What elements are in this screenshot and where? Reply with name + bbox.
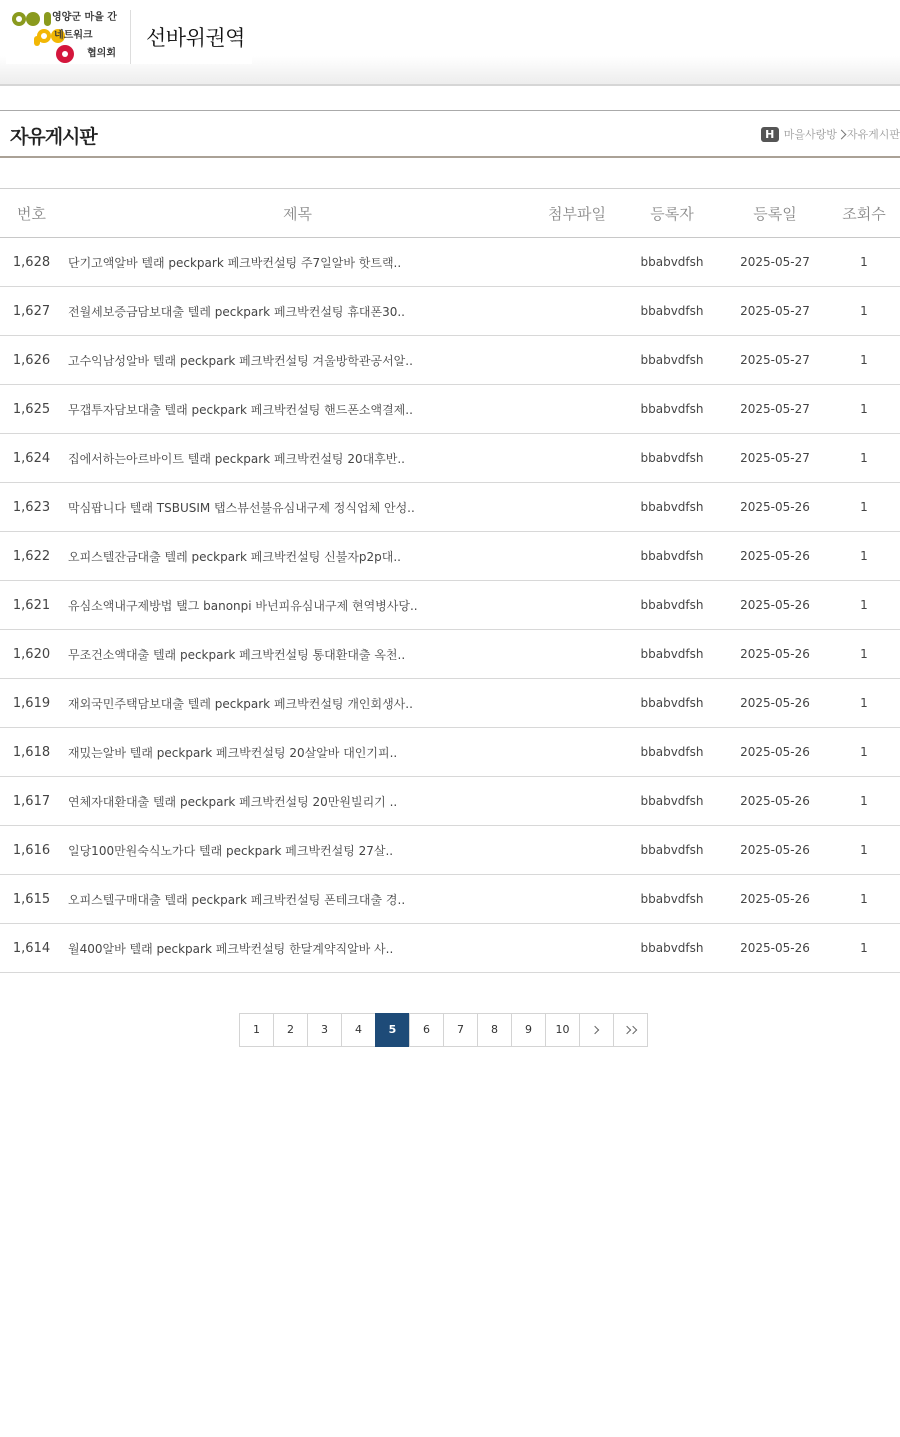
column-header-date: 등록일: [722, 189, 828, 238]
post-views-cell: 1: [828, 679, 900, 728]
post-number-cell: 1,618: [0, 728, 63, 777]
post-subject-link[interactable]: 유심소액내구제방법 탤그 banonpi 바넌피유심내구제 현역병사당..: [68, 598, 418, 613]
post-date-cell: 2025-05-26: [722, 875, 828, 924]
site-header: [0, 0, 900, 86]
post-views-cell: 1: [828, 385, 900, 434]
post-author-cell: bbabvdfsh: [622, 924, 722, 973]
post-author-cell: bbabvdfsh: [622, 679, 722, 728]
post-subject-cell: [63, 532, 532, 581]
post-number-cell: 1,628: [0, 238, 63, 287]
post-attachment-cell: [532, 336, 622, 385]
post-date-cell: 2025-05-27: [722, 287, 828, 336]
post-subject-link[interactable]: 연체자대환대출 텔래 peckpark 페크박컨설팅 20만원빌리기 ..: [68, 794, 398, 809]
post-subject-cell: [63, 287, 532, 336]
post-subject-link[interactable]: 재외국민주택담보대출 텔레 peckpark 페크박컨설팅 개인회생사..: [68, 696, 413, 711]
table-row: [0, 679, 900, 728]
post-author-cell: bbabvdfsh: [622, 728, 722, 777]
table-row: [0, 336, 900, 385]
post-author-cell: bbabvdfsh: [622, 336, 722, 385]
post-number-cell: 1,624: [0, 434, 63, 483]
post-date-cell: 2025-05-27: [722, 434, 828, 483]
breadcrumb-item-current: 자유게시판: [846, 128, 900, 141]
post-number-cell: 1,614: [0, 924, 63, 973]
post-author-cell: bbabvdfsh: [622, 434, 722, 483]
post-subject-link[interactable]: 무조건소액대출 텔래 peckpark 페크박컨설팅 통대환대출 옥천..: [68, 647, 406, 662]
last-page-button[interactable]: [613, 1013, 648, 1047]
post-views-cell: 1: [828, 924, 900, 973]
post-author-cell: bbabvdfsh: [622, 875, 722, 924]
page-title: 자유게시판: [10, 126, 97, 148]
post-subject-link[interactable]: 무갭투자담보대출 텔래 peckpark 페크박컨설팅 핸드폰소액결제..: [68, 402, 413, 417]
post-subject-link[interactable]: 월400알바 텔래 peckpark 페크박컨설팅 한달계약직알바 사..: [68, 941, 394, 956]
table-row: [0, 777, 900, 826]
post-attachment-cell: [532, 483, 622, 532]
page-title-bar: [0, 110, 900, 158]
post-views-cell: 1: [828, 777, 900, 826]
post-subject-cell: [63, 679, 532, 728]
post-subject-cell: [63, 434, 532, 483]
post-author-cell: bbabvdfsh: [622, 581, 722, 630]
page-link[interactable]: 2: [273, 1013, 308, 1047]
post-subject-cell: [63, 630, 532, 679]
post-subject-cell: [63, 924, 532, 973]
post-number-cell: 1,619: [0, 679, 63, 728]
post-attachment-cell: [532, 826, 622, 875]
post-attachment-cell: [532, 385, 622, 434]
post-views-cell: 1: [828, 336, 900, 385]
post-number-cell: 1,623: [0, 483, 63, 532]
table-row: [0, 385, 900, 434]
post-attachment-cell: [532, 728, 622, 777]
post-number-cell: 1,622: [0, 532, 63, 581]
post-attachment-cell: [532, 924, 622, 973]
page-link[interactable]: 3: [307, 1013, 342, 1047]
post-subject-link[interactable]: 집에서하는아르바이트 텔래 peckpark 페크박컨설팅 20대후반..: [68, 451, 405, 466]
post-attachment-cell: [532, 434, 622, 483]
board-body: [0, 238, 900, 973]
logo-link[interactable]: [6, 8, 252, 64]
post-date-cell: 2025-05-26: [722, 924, 828, 973]
post-views-cell: 1: [828, 581, 900, 630]
pagination: [239, 1013, 648, 1047]
table-row: [0, 630, 900, 679]
table-row: [0, 434, 900, 483]
post-subject-link[interactable]: 고수익남성알바 텔래 peckpark 페크박컨설팅 겨울방학관공서알..: [68, 353, 413, 368]
page-link[interactable]: 6: [409, 1013, 444, 1047]
post-number-cell: 1,626: [0, 336, 63, 385]
post-author-cell: bbabvdfsh: [622, 777, 722, 826]
post-number-cell: 1,616: [0, 826, 63, 875]
post-subject-cell: [63, 385, 532, 434]
table-row: [0, 287, 900, 336]
post-attachment-cell: [532, 532, 622, 581]
next-page-button[interactable]: [579, 1013, 614, 1047]
table-header-row: [0, 189, 900, 238]
post-views-cell: 1: [828, 483, 900, 532]
post-subject-cell: [63, 581, 532, 630]
breadcrumb: [761, 125, 900, 143]
table-row: [0, 826, 900, 875]
post-subject-link[interactable]: 전월세보증금담보대출 텔레 peckpark 페크박컨설팅 휴대폰30..: [68, 304, 405, 319]
post-subject-cell: [63, 238, 532, 287]
board-table: [0, 188, 900, 973]
column-header-subject: 제목: [63, 189, 532, 238]
post-subject-link[interactable]: 오피스텔구매대출 텔래 peckpark 페크박컨설팅 폰테크대출 경..: [68, 892, 406, 907]
logo-divider: [130, 10, 131, 64]
post-attachment-cell: [532, 875, 622, 924]
page-link[interactable]: 4: [341, 1013, 376, 1047]
post-date-cell: 2025-05-26: [722, 777, 828, 826]
post-views-cell: 1: [828, 826, 900, 875]
post-subject-cell: [63, 875, 532, 924]
page-link[interactable]: 10: [545, 1013, 580, 1047]
post-subject-cell: [63, 777, 532, 826]
post-number-cell: 1,625: [0, 385, 63, 434]
post-subject-link[interactable]: 단기고액알바 텔래 peckpark 페크박컨설팅 주7일알바 핫트랙..: [68, 255, 402, 270]
post-subject-link[interactable]: 막심팝니다 텔래 TSBUSIM 탭스뷰선불유심내구제 정식업체 안성..: [68, 500, 415, 515]
post-date-cell: 2025-05-27: [722, 336, 828, 385]
post-date-cell: 2025-05-26: [722, 728, 828, 777]
table-row: [0, 238, 900, 287]
page-link-current[interactable]: 5: [375, 1013, 410, 1047]
table-row: [0, 728, 900, 777]
post-views-cell: 1: [828, 238, 900, 287]
column-header-views: 조회수: [828, 189, 900, 238]
logo-line-3: 협의회: [87, 48, 116, 59]
post-subject-cell: [63, 826, 532, 875]
post-attachment-cell: [532, 679, 622, 728]
post-date-cell: 2025-05-27: [722, 385, 828, 434]
post-views-cell: 1: [828, 434, 900, 483]
post-subject-link[interactable]: 재밌는알바 텔래 peckpark 페크박컨설팅 20살알바 대인기피..: [68, 745, 398, 760]
home-icon[interactable]: H: [761, 127, 779, 142]
post-number-cell: 1,627: [0, 287, 63, 336]
post-subject-cell: [63, 336, 532, 385]
post-date-cell: 2025-05-26: [722, 630, 828, 679]
post-attachment-cell: [532, 581, 622, 630]
post-author-cell: bbabvdfsh: [622, 385, 722, 434]
post-date-cell: 2025-05-26: [722, 532, 828, 581]
post-attachment-cell: [532, 777, 622, 826]
post-date-cell: 2025-05-26: [722, 826, 828, 875]
table-row: [0, 483, 900, 532]
post-number-cell: 1,617: [0, 777, 63, 826]
post-author-cell: bbabvdfsh: [622, 630, 722, 679]
post-subject-link[interactable]: 일당100만원숙식노가다 텔래 peckpark 페크박컨설팅 27살..: [68, 843, 394, 858]
post-views-cell: 1: [828, 287, 900, 336]
post-date-cell: 2025-05-26: [722, 483, 828, 532]
page-link[interactable]: 9: [511, 1013, 546, 1047]
post-subject-link[interactable]: 오피스텔잔금대출 텔레 peckpark 페크박컨설팅 신불자p2p대..: [68, 549, 401, 564]
page-link[interactable]: 7: [443, 1013, 478, 1047]
chevron-right-icon: [591, 1026, 599, 1034]
post-number-cell: 1,621: [0, 581, 63, 630]
post-author-cell: bbabvdfsh: [622, 826, 722, 875]
post-attachment-cell: [532, 287, 622, 336]
column-header-author: 등록자: [622, 189, 722, 238]
post-views-cell: 1: [828, 728, 900, 777]
table-row: [0, 532, 900, 581]
post-views-cell: 1: [828, 875, 900, 924]
post-author-cell: bbabvdfsh: [622, 483, 722, 532]
table-row: [0, 875, 900, 924]
post-views-cell: 1: [828, 532, 900, 581]
page-link[interactable]: 8: [477, 1013, 512, 1047]
post-number-cell: 1,620: [0, 630, 63, 679]
double-chevron-right-icon: [629, 1026, 637, 1034]
breadcrumb-item[interactable]: 마을사랑방: [783, 128, 837, 141]
post-date-cell: 2025-05-26: [722, 679, 828, 728]
post-author-cell: bbabvdfsh: [622, 287, 722, 336]
post-author-cell: bbabvdfsh: [622, 532, 722, 581]
column-header-attachment: 첨부파일: [532, 189, 622, 238]
table-row: [0, 924, 900, 973]
column-header-number: 번호: [0, 189, 63, 238]
logo-line-1: 영양군 마을 간: [52, 12, 117, 23]
post-attachment-cell: [532, 630, 622, 679]
chevron-right-icon: [837, 127, 847, 141]
post-subject-cell: [63, 728, 532, 777]
post-author-cell: bbabvdfsh: [622, 238, 722, 287]
post-subject-cell: [63, 483, 532, 532]
post-views-cell: 1: [828, 630, 900, 679]
post-date-cell: 2025-05-27: [722, 238, 828, 287]
logo-line-2: 네트워크: [54, 30, 93, 41]
post-number-cell: 1,615: [0, 875, 63, 924]
table-row: [0, 581, 900, 630]
site-title[interactable]: 선바위권역: [146, 26, 245, 50]
post-date-cell: 2025-05-26: [722, 581, 828, 630]
page-link[interactable]: 1: [239, 1013, 274, 1047]
post-attachment-cell: [532, 238, 622, 287]
